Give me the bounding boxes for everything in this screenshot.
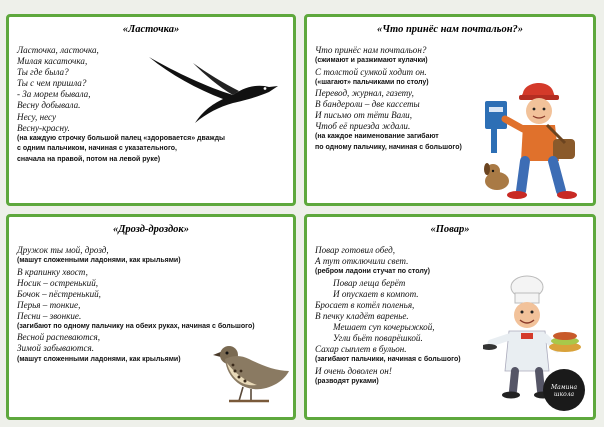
verse-line: Весной распеваются,	[17, 332, 101, 343]
card-thrush	[6, 214, 296, 420]
thrush-illustration	[205, 335, 291, 411]
instruction-line: (загибают по одному пальчику на обеих руках, начиная с большого)	[17, 322, 255, 330]
card-postman	[304, 14, 596, 206]
verse-line: Перевод, журнал, газету,	[315, 88, 414, 98]
card-title: «Дрозд-дроздок»	[112, 224, 189, 235]
verse-line: Ласточка, ласточка,	[17, 45, 99, 55]
instruction-line: с одним пальчиком, начиная с указательного,	[17, 145, 177, 153]
instruction-line: (разводят руками)	[315, 377, 379, 385]
card-cook	[304, 214, 596, 420]
postman-illustration	[483, 79, 593, 203]
verse-line: Сахар сыплет в бульон.	[315, 344, 407, 355]
verse-line: Ты с чем пришла?	[17, 78, 87, 89]
instruction-line: сначала на правой, потом на левой руке)	[17, 155, 161, 163]
instruction-line: по одному пальчику, начиная с большого)	[315, 143, 462, 151]
card-swallow	[6, 14, 296, 206]
instruction-line: (ребром ладони стучат по столу)	[315, 268, 430, 276]
verse-line: Дружок ты мой, дрозд,	[17, 245, 109, 255]
verse-line: Бросает в котёл поленья,	[315, 299, 415, 310]
verse-line: Весну-красну.	[17, 122, 70, 133]
verse-line: Зимой забываются.	[17, 343, 94, 354]
verse-line: Ты где была?	[17, 67, 69, 78]
verse-line: Чтоб её приезда ждали.	[315, 121, 411, 132]
instruction-line: (машут сложенными ладонями, как крыльями)	[17, 355, 181, 363]
verse-line: В печку кладёт варенье.	[315, 310, 409, 321]
verse-line: Мешает суп кочерыжкой,	[333, 321, 435, 332]
instruction-line: (на каждое наименование загибают	[315, 133, 439, 141]
verse-line: В крапинку хвост,	[17, 266, 88, 277]
verse-line: Весну добывала.	[17, 100, 81, 111]
watermark-text: Мамина школа	[550, 384, 578, 398]
verse-line: Перья – тонкие,	[17, 299, 81, 310]
swallow-illustration	[147, 53, 282, 125]
verse-line: Милая касаточка,	[17, 56, 88, 67]
verse-line: С толстой сумкой ходит он.	[315, 66, 427, 77]
instruction-line: (машут сложенными ладонями, как крыльями)	[17, 257, 181, 265]
rhyme-text	[315, 245, 461, 387]
verse-line: И письмо от тёти Вали,	[315, 110, 412, 121]
verse-line: И очень доволен он!	[315, 365, 392, 376]
card-title: «Что принёс нам почтальон?»	[376, 24, 524, 35]
verse-line: Что принёс нам почтальон?	[315, 45, 427, 55]
verse-line: Несу, несу	[17, 111, 57, 122]
verse-line: И опускает в компот.	[333, 288, 419, 299]
instruction-line: (на каждую строчку большой палец «здоровается» дважды	[17, 134, 225, 142]
verse-line: - За морем бывала,	[17, 89, 91, 100]
verse-line: Бочок – пёстренький,	[17, 288, 101, 299]
card-title: «Ласточка»	[122, 24, 180, 35]
verse-line: Песни – звонкие.	[17, 310, 82, 321]
verse-line: Носик – остренький,	[17, 277, 99, 288]
verse-line: В бандероли – две кассеты	[315, 99, 420, 110]
verse-line: Повар готовил обед,	[315, 245, 395, 255]
instruction-line: (сжимают и разжимают кулачки)	[315, 57, 428, 65]
card-title: «Повар»	[430, 224, 470, 235]
verse-line: Угли бьёт поварёшкой.	[333, 333, 423, 344]
instruction-line: («шагают» пальчиками по столу)	[315, 78, 429, 86]
watermark-logo	[543, 369, 585, 411]
instruction-line: (загибают пальчики, начиная с большого)	[315, 356, 461, 364]
verse-line: А тут отключили свет.	[315, 256, 409, 267]
verse-line: Повар леща берёт	[333, 277, 406, 288]
rhyme-text	[315, 45, 462, 153]
